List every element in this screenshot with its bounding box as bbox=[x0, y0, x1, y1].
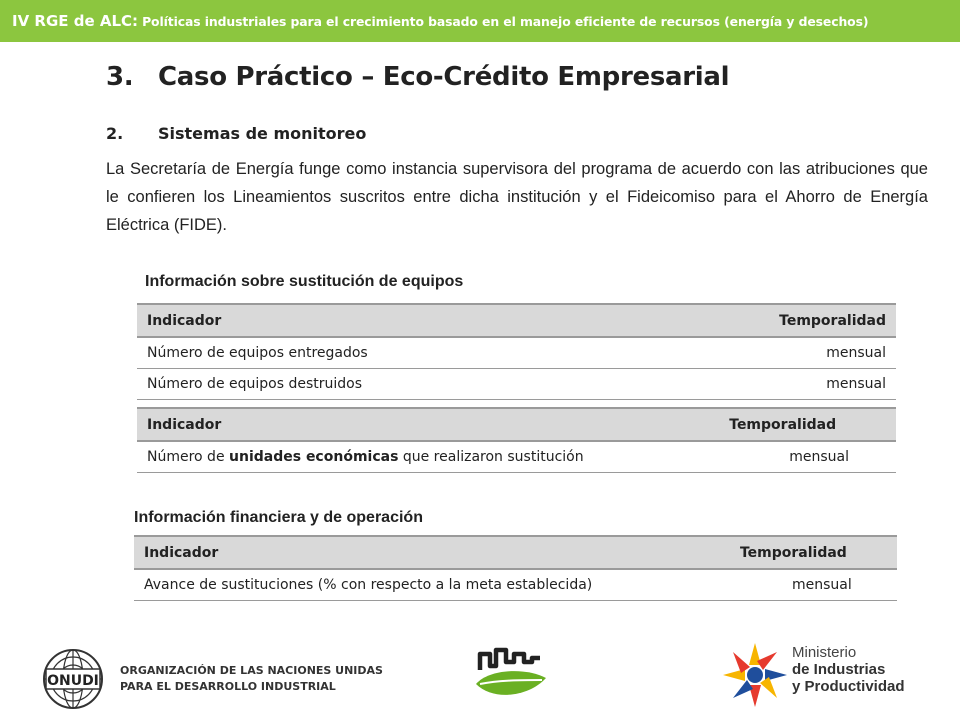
header-indicator: Indicador bbox=[134, 536, 714, 569]
indicator-cell bbox=[137, 441, 699, 473]
header-temporalidad: Temporalidad bbox=[714, 536, 897, 569]
section-subtitle-number: 2. bbox=[106, 124, 124, 143]
ministry-sun-icon bbox=[720, 640, 790, 710]
header-prefix: IV RGE de ALC: bbox=[12, 12, 139, 30]
equipment-table bbox=[137, 303, 896, 400]
ministry-line3-text: y Productividad bbox=[792, 678, 905, 695]
header-temporalidad: Temporalidad bbox=[634, 304, 896, 337]
onudi-badge-text: ONUDI bbox=[47, 673, 99, 689]
header-subtitle: Políticas industriales para el crecimiento basado en el manejo eficiente de recursos (energía y desechos) bbox=[142, 13, 869, 29]
period-cell: mensual bbox=[699, 441, 896, 473]
indicator-post: que realizaron sustitución bbox=[398, 449, 584, 465]
header-bar bbox=[0, 0, 960, 42]
page-title bbox=[106, 62, 729, 92]
page-title-number: 3. bbox=[106, 62, 134, 92]
section-subtitle bbox=[106, 124, 366, 143]
ministry-line1: Ministerio bbox=[792, 644, 857, 661]
section-subtitle-text: Sistemas de monitoreo bbox=[158, 124, 367, 143]
page-title-text: Caso Práctico – Eco-Crédito Empresarial bbox=[158, 62, 730, 92]
indicator-pre: Número de bbox=[147, 449, 230, 465]
header-indicator: Indicador bbox=[137, 408, 699, 441]
table-row bbox=[137, 369, 896, 400]
section1-title: Información sobre sustitución de equipos bbox=[145, 273, 464, 290]
indicator-cell: Número de equipos entregados bbox=[137, 337, 634, 369]
period-cell: mensual bbox=[714, 569, 897, 601]
table-row bbox=[137, 337, 896, 369]
period-cell: mensual bbox=[634, 337, 896, 369]
leaf-logo-icon bbox=[470, 640, 550, 706]
ministry-line3 bbox=[792, 678, 905, 695]
table-header-row bbox=[137, 408, 896, 441]
indicator-cell: Avance de sustituciones (% con respecto a la meta establecida) bbox=[134, 569, 714, 601]
header-indicator: Indicador bbox=[137, 304, 634, 337]
ministry-line2 bbox=[792, 661, 905, 678]
table-row bbox=[137, 441, 896, 473]
ministry-name bbox=[792, 644, 905, 695]
section2-title: Información financiera y de operación bbox=[134, 509, 423, 526]
table-header-row bbox=[134, 536, 897, 569]
table-row bbox=[134, 569, 897, 601]
intro-paragraph: La Secretaría de Energía funge como instancia supervisora del programa de acuerdo con las atribuciones que le confieren los Lineamientos suscritos entre dicha institución y el Fideicomiso para el Ahorro de Energía Eléctrica (FIDE). bbox=[106, 160, 928, 234]
onudi-name bbox=[120, 663, 383, 695]
onudi-line1: ORGANIZACIÓN DE LAS NACIONES UNIDAS bbox=[120, 664, 383, 677]
table-header-row bbox=[137, 304, 896, 337]
period-cell: mensual bbox=[634, 369, 896, 400]
indicator-cell: Número de equipos destruidos bbox=[137, 369, 634, 400]
ministry-line2-text: de Industrias bbox=[792, 661, 886, 678]
onudi-line2: PARA EL DESARROLLO INDUSTRIAL bbox=[120, 680, 336, 693]
onudi-logo-icon bbox=[42, 648, 104, 710]
header-temporalidad: Temporalidad bbox=[699, 408, 896, 441]
indicator-bold: unidades económicas bbox=[229, 449, 399, 465]
financial-table bbox=[134, 535, 897, 601]
economic-units-table bbox=[137, 407, 896, 473]
